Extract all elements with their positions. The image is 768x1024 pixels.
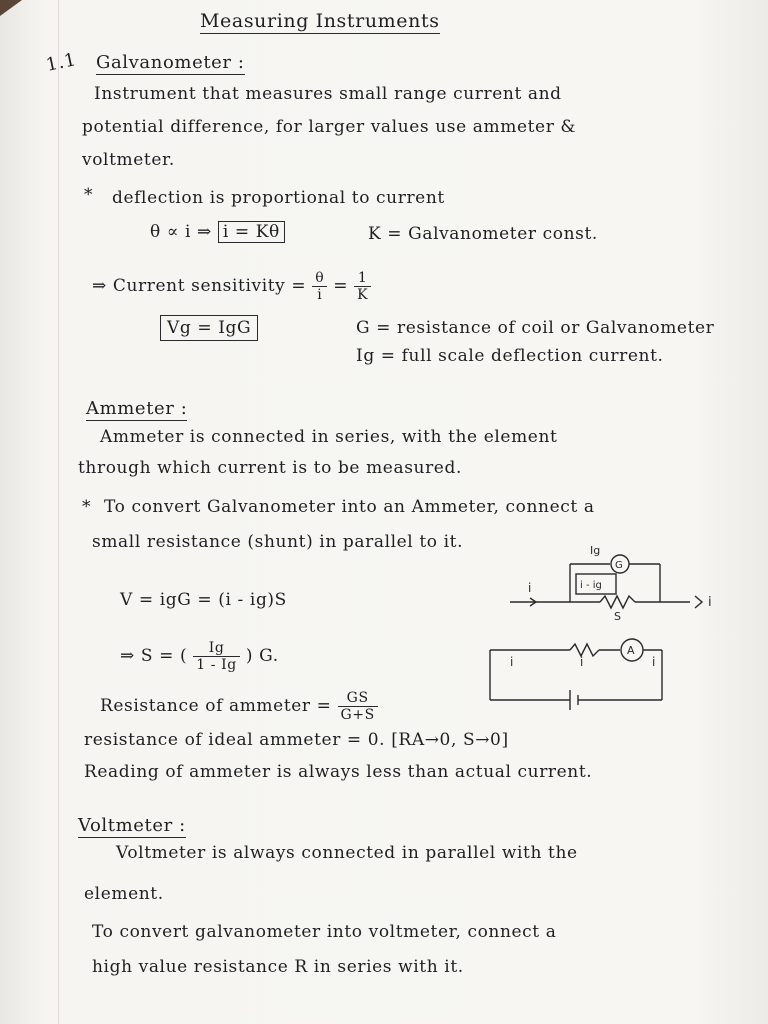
diagram-label-a: A <box>627 644 635 657</box>
diagram-label-i-right: i <box>652 655 656 669</box>
bullet-star: * <box>84 185 94 205</box>
res-label: Resistance of ammeter = <box>100 696 332 716</box>
galvanometer-def-line2: potential difference, for larger values use ammeter & <box>82 117 577 137</box>
diagram-label-i-left: i <box>510 655 514 669</box>
diagram-label-ig: Ig <box>590 544 601 557</box>
ammeter-line2: through which current is to be measured. <box>78 458 462 478</box>
deflection-text: deflection is proportional to current <box>112 188 445 208</box>
page-corner <box>0 0 22 16</box>
sensitivity-fraction-2 <box>354 270 371 303</box>
diagram-label-i-out: i <box>708 595 712 610</box>
g-definition: G = resistance of coil or Galvanometer <box>356 318 715 338</box>
sens-equals: = <box>333 276 349 296</box>
shunt-resistor <box>600 596 635 608</box>
implies-arrow: ⇒ <box>92 276 107 296</box>
voltmeter-line3: To convert galvanometer into voltmeter, connect a <box>92 922 557 942</box>
voltmeter-line2: element. <box>84 884 164 904</box>
proportionality <box>150 222 285 242</box>
ammeter-heading: Ammeter : <box>86 398 188 419</box>
sensitivity-row <box>92 270 371 303</box>
eq2-arrow: ⇒ <box>120 646 135 666</box>
sens-f1-denominator: i <box>317 287 323 303</box>
eq2-fraction <box>193 640 240 673</box>
vg-formula <box>160 318 258 338</box>
voltmeter-line1: Voltmeter is always connected in parallel with the <box>116 843 578 863</box>
galvanometer-heading: Galvanometer : <box>96 52 245 73</box>
shunt-circuit-diagram <box>470 540 730 720</box>
diagram-label-i-mid: i <box>580 655 584 669</box>
vg-box: Vg = IgG <box>160 315 258 341</box>
ammeter-resistance <box>100 690 378 723</box>
sens-f2-denominator: K <box>357 287 369 303</box>
res-numerator: GS <box>338 690 378 707</box>
eq2-numerator: Ig <box>193 640 240 657</box>
ammeter-line4: small resistance (shunt) in parallel to it. <box>92 532 464 552</box>
margin-line <box>58 0 59 1024</box>
sensitivity-label: Current sensitivity = <box>112 276 307 296</box>
loop-resistor <box>570 644 599 656</box>
proportionality-left: θ ∝ i ⇒ <box>150 222 212 242</box>
voltmeter-line4: high value resistance R in series with it. <box>92 957 464 977</box>
eq2-right: ) G. <box>245 646 279 666</box>
section-number: 1.1 <box>44 49 79 76</box>
sens-f2-numerator: 1 <box>354 270 371 287</box>
ammeter-line1: Ammeter is connected in series, with the element <box>100 427 558 447</box>
output-arrow <box>695 596 702 608</box>
res-denominator: G+S <box>340 707 375 723</box>
ig-definition: Ig = full scale deflection current. <box>356 346 664 366</box>
ammeter-line3: To convert Galvanometer into an Ammeter, connect a <box>104 497 595 517</box>
shunt-equation-2 <box>120 640 279 673</box>
page-title: Measuring Instruments <box>200 10 440 32</box>
ammeter-reading: Reading of ammeter is always less than actual current. <box>84 762 593 782</box>
eq2-denominator: 1 - Ig <box>196 657 237 673</box>
ideal-ammeter: resistance of ideal ammeter = 0. [RA→0, S→0] <box>84 730 509 750</box>
res-fraction <box>338 690 378 723</box>
k-definition: K = Galvanometer const. <box>368 224 598 244</box>
shunt-equation-1: V = igG = (i - ig)S <box>120 590 287 610</box>
diagram-label-s: S <box>614 610 621 623</box>
ammeter-star: * <box>82 497 92 517</box>
i-equals-k-theta-box: i = Kθ <box>218 221 285 243</box>
sens-f1-numerator: θ <box>312 270 327 287</box>
galvanometer-def-line1: Instrument that measures small range current and <box>94 84 562 104</box>
diagram-label-i-minus-ig: i - ig <box>580 580 602 591</box>
diagram-label-g: G <box>615 560 623 571</box>
eq2-left: S = ( <box>140 646 188 666</box>
voltmeter-heading: Voltmeter : <box>78 815 186 836</box>
sensitivity-fraction-1 <box>312 270 327 303</box>
galvanometer-def-line3: voltmeter. <box>82 150 175 170</box>
diagram-label-i-in: i <box>528 581 532 595</box>
